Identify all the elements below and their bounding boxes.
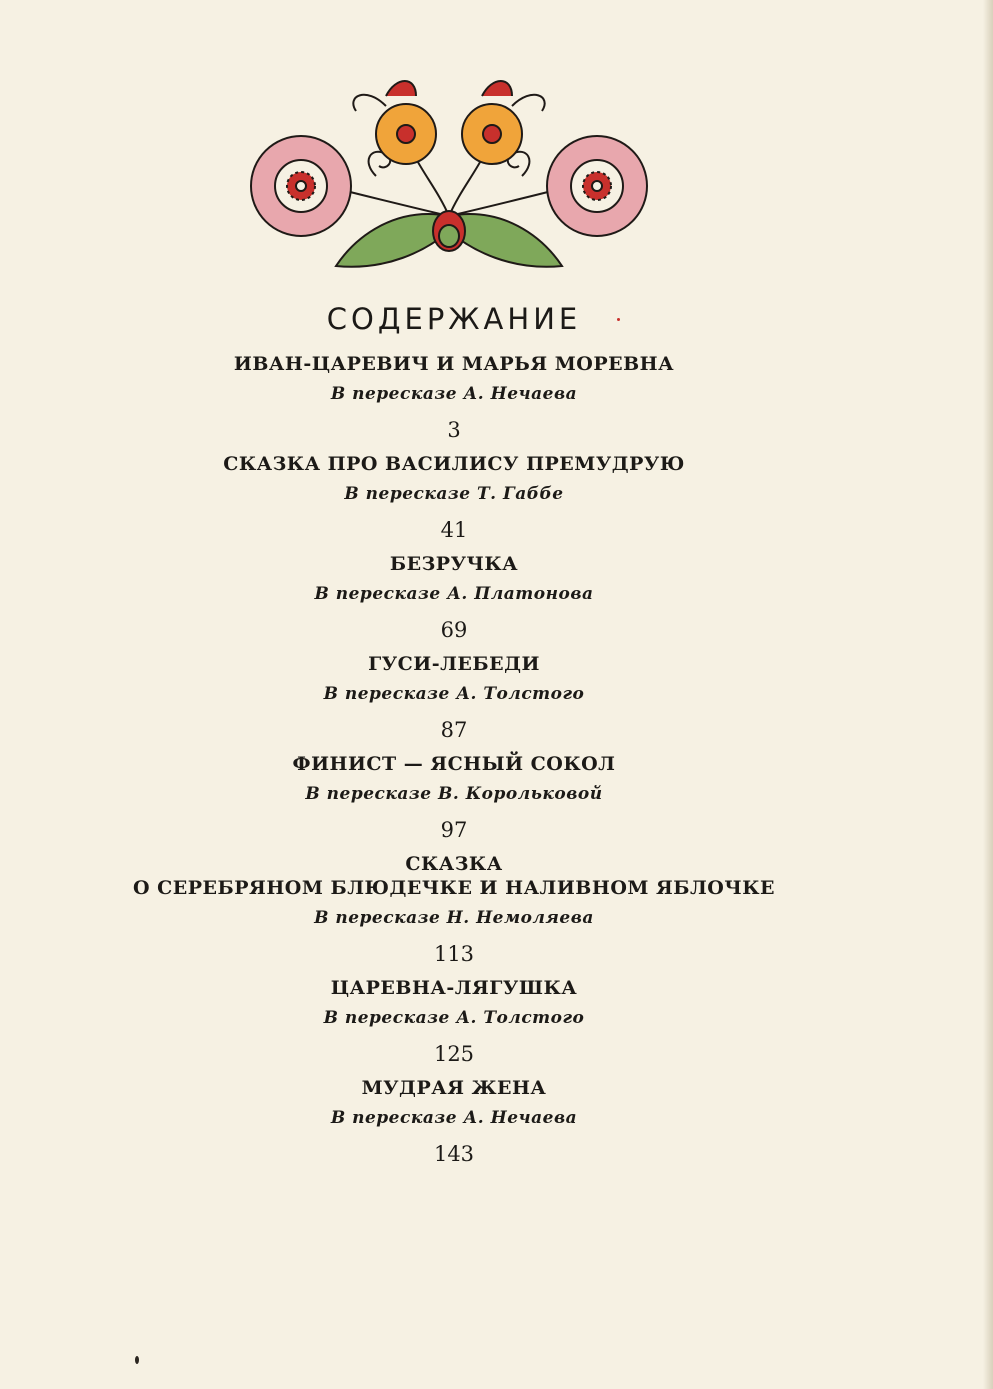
entry-title-line: ГУСИ-ЛЕБЕДИ [368, 653, 540, 675]
entry-author: В пересказе В. Корольковой [305, 784, 603, 804]
entry-author: В пересказе А. Толстого [323, 1008, 585, 1028]
toc-entry [0, 452, 908, 542]
ink-speck [135, 1356, 139, 1364]
entry-author: В пересказе А. Толстого [323, 684, 585, 704]
toc-entry [0, 1076, 908, 1166]
entry-title [0, 976, 908, 1000]
contents-heading: СОДЕРЖАНИЕ [326, 302, 582, 336]
toc-entry [0, 552, 908, 642]
toc-entry [0, 352, 908, 442]
entry-title-line: МУДРАЯ ЖЕНА [361, 1077, 547, 1099]
entry-author: В пересказе А. Нечаева [330, 384, 578, 404]
entry-author: В пересказе А. Платонова [314, 584, 594, 604]
entry-title-line: О СЕРЕБРЯНОМ БЛЮДЕЧКЕ И НАЛИВНОМ ЯБЛОЧКЕ [133, 877, 775, 899]
entry-page-number: 125 [433, 1042, 475, 1066]
entry-title [0, 852, 908, 900]
entry-title-line: БЕЗРУЧКА [389, 553, 519, 575]
entry-title-line: ФИНИСТ — ЯСНЫЙ СОКОЛ [292, 753, 616, 775]
floral-ornament-icon [236, 66, 662, 276]
entry-title [0, 652, 908, 676]
entry-author: В пересказе Т. Габбе [344, 484, 564, 504]
entry-title-line: СКАЗКА [405, 853, 503, 875]
entry-title-line: ИВАН-ЦАРЕВИЧ И МАРЬЯ МОРЕВНА [233, 353, 675, 375]
toc-entry [0, 852, 908, 966]
ink-speck [617, 318, 620, 321]
entry-page-number: 3 [447, 418, 461, 442]
entry-title [0, 552, 908, 576]
entry-page-number: 97 [440, 818, 468, 842]
entry-title [0, 752, 908, 776]
page-edge [983, 0, 993, 1389]
entry-page-number: 87 [440, 718, 468, 742]
entry-title-line: СКАЗКА ПРО ВАСИЛИСУ ПРЕМУДРУЮ [223, 453, 685, 475]
entry-title-line: ЦАРЕВНА-ЛЯГУШКА [330, 977, 578, 999]
entry-title [0, 452, 908, 476]
entry-author: В пересказе Н. Немоляева [314, 908, 594, 928]
entry-page-number: 113 [433, 942, 475, 966]
entry-page-number: 143 [433, 1142, 475, 1166]
entry-page-number: 69 [440, 618, 468, 642]
toc-entry [0, 652, 908, 742]
entry-page-number: 41 [440, 518, 468, 542]
toc-entry [0, 752, 908, 842]
entry-author: В пересказе А. Нечаева [330, 1108, 578, 1128]
table-of-contents [0, 352, 908, 1176]
entry-title [0, 1076, 908, 1100]
toc-entry [0, 976, 908, 1066]
entry-title [0, 352, 908, 376]
